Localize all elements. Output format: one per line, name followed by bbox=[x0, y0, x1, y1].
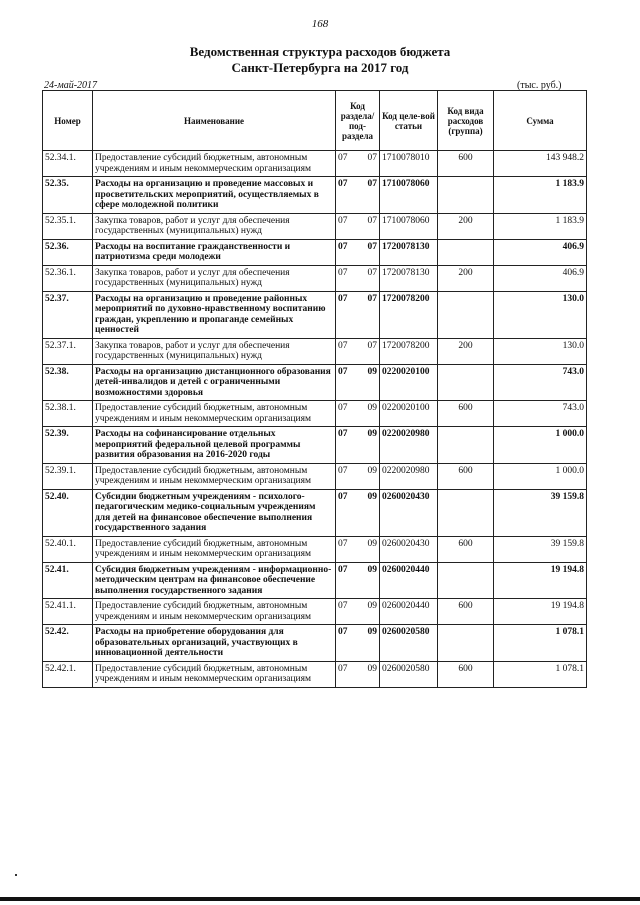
row-name: Предоставление субсидий бюджетным, автономным учреждениям и иным некоммерческим организациям bbox=[93, 401, 336, 427]
row-section: 07 bbox=[336, 536, 358, 562]
header-name: Наименование bbox=[93, 91, 336, 151]
row-section: 07 bbox=[336, 213, 358, 239]
row-number: 52.42.1. bbox=[43, 661, 93, 687]
row-amount: 130.0 bbox=[494, 338, 587, 364]
row-subsection: 07 bbox=[358, 338, 380, 364]
row-name: Субсидия бюджетным учреждениям - информационно-методическим центрам на финансовое обеспечение выполнения государственного задания bbox=[93, 562, 336, 599]
row-amount: 1 000.0 bbox=[494, 427, 587, 464]
row-target-code: 0220020100 bbox=[380, 401, 438, 427]
units-label: (тыс. руб.) bbox=[517, 80, 562, 91]
row-target-code: 0260020580 bbox=[380, 661, 438, 687]
row-name: Закупка товаров, работ и услуг для обеспечения государственных (муниципальных) нужд bbox=[93, 265, 336, 291]
row-section: 07 bbox=[336, 291, 358, 338]
table-row bbox=[43, 239, 587, 265]
row-number: 52.42. bbox=[43, 625, 93, 662]
row-number: 52.39.1. bbox=[43, 463, 93, 489]
header-amount: Сумма bbox=[494, 91, 587, 151]
row-section: 07 bbox=[336, 562, 358, 599]
row-number: 52.37.1. bbox=[43, 338, 93, 364]
row-section: 07 bbox=[336, 338, 358, 364]
row-section: 07 bbox=[336, 427, 358, 464]
row-group-code: 600 bbox=[438, 463, 494, 489]
row-amount: 39 159.8 bbox=[494, 489, 587, 536]
document-date: 24-май-2017 bbox=[44, 80, 98, 91]
row-group-code: 600 bbox=[438, 599, 494, 625]
row-target-code: 1720078200 bbox=[380, 338, 438, 364]
row-section: 07 bbox=[336, 364, 358, 401]
row-target-code: 0220020100 bbox=[380, 364, 438, 401]
table-header-row bbox=[43, 91, 587, 151]
table-row bbox=[43, 291, 587, 338]
row-amount: 19 194.8 bbox=[494, 562, 587, 599]
row-target-code: 0220020980 bbox=[380, 463, 438, 489]
row-name: Расходы на воспитание гражданственности и патриотизма среди молодежи bbox=[93, 239, 336, 265]
table-row bbox=[43, 151, 587, 177]
row-target-code: 1710078060 bbox=[380, 177, 438, 214]
page-title bbox=[0, 44, 640, 76]
row-section: 07 bbox=[336, 151, 358, 177]
row-amount: 743.0 bbox=[494, 364, 587, 401]
row-number: 52.41.1. bbox=[43, 599, 93, 625]
row-amount: 743.0 bbox=[494, 401, 587, 427]
table-row bbox=[43, 338, 587, 364]
row-subsection: 07 bbox=[358, 213, 380, 239]
row-group-code: 200 bbox=[438, 338, 494, 364]
header-target-code: Код целе-вой статьи bbox=[380, 91, 438, 151]
table-row bbox=[43, 463, 587, 489]
header-group-code: Код вида расходов (группа) bbox=[438, 91, 494, 151]
row-amount: 406.9 bbox=[494, 239, 587, 265]
row-amount: 1 078.1 bbox=[494, 661, 587, 687]
row-amount: 1 000.0 bbox=[494, 463, 587, 489]
table-row bbox=[43, 489, 587, 536]
row-subsection: 09 bbox=[358, 427, 380, 464]
row-group-code: 600 bbox=[438, 661, 494, 687]
row-group-code: 600 bbox=[438, 401, 494, 427]
row-number: 52.35. bbox=[43, 177, 93, 214]
row-subsection: 07 bbox=[358, 177, 380, 214]
row-group-code bbox=[438, 562, 494, 599]
row-subsection: 09 bbox=[358, 661, 380, 687]
row-amount: 19 194.8 bbox=[494, 599, 587, 625]
scan-speck bbox=[15, 874, 17, 876]
table-row bbox=[43, 364, 587, 401]
row-section: 07 bbox=[336, 463, 358, 489]
table-row bbox=[43, 265, 587, 291]
row-subsection: 09 bbox=[358, 463, 380, 489]
row-number: 52.37. bbox=[43, 291, 93, 338]
row-number: 52.34.1. bbox=[43, 151, 93, 177]
title-line-1: Ведомственная структура расходов бюджета bbox=[189, 44, 451, 59]
row-section: 07 bbox=[336, 177, 358, 214]
row-subsection: 09 bbox=[358, 562, 380, 599]
row-section: 07 bbox=[336, 401, 358, 427]
row-amount: 1 078.1 bbox=[494, 625, 587, 662]
row-group-code: 200 bbox=[438, 213, 494, 239]
row-subsection: 09 bbox=[358, 489, 380, 536]
row-group-code bbox=[438, 239, 494, 265]
row-subsection: 07 bbox=[358, 239, 380, 265]
row-target-code: 0260020440 bbox=[380, 562, 438, 599]
row-target-code: 0260020580 bbox=[380, 625, 438, 662]
row-target-code: 1720078200 bbox=[380, 291, 438, 338]
row-number: 52.36.1. bbox=[43, 265, 93, 291]
row-subsection: 09 bbox=[358, 401, 380, 427]
row-subsection: 07 bbox=[358, 151, 380, 177]
header-section-code: Код раздела/ под-раздела bbox=[336, 91, 380, 151]
table-row bbox=[43, 599, 587, 625]
row-name: Предоставление субсидий бюджетным, автономным учреждениям и иным некоммерческим организациям bbox=[93, 463, 336, 489]
row-group-code bbox=[438, 364, 494, 401]
row-amount: 39 159.8 bbox=[494, 536, 587, 562]
row-subsection: 09 bbox=[358, 364, 380, 401]
page-number: 168 bbox=[311, 18, 329, 30]
header-number: Номер bbox=[43, 91, 93, 151]
row-name: Предоставление субсидий бюджетным, автономным учреждениям и иным некоммерческим организациям bbox=[93, 536, 336, 562]
row-group-code: 600 bbox=[438, 536, 494, 562]
row-number: 52.38.1. bbox=[43, 401, 93, 427]
row-subsection: 07 bbox=[358, 291, 380, 338]
row-amount: 130.0 bbox=[494, 291, 587, 338]
row-name: Предоставление субсидий бюджетным, автономным учреждениям и иным некоммерческим организациям bbox=[93, 599, 336, 625]
row-target-code: 1720078130 bbox=[380, 265, 438, 291]
row-amount: 406.9 bbox=[494, 265, 587, 291]
row-group-code: 200 bbox=[438, 265, 494, 291]
table-row bbox=[43, 427, 587, 464]
row-section: 07 bbox=[336, 489, 358, 536]
row-subsection: 09 bbox=[358, 625, 380, 662]
row-target-code: 1710078060 bbox=[380, 213, 438, 239]
row-group-code: 600 bbox=[438, 151, 494, 177]
row-number: 52.41. bbox=[43, 562, 93, 599]
table-body bbox=[43, 151, 587, 688]
row-target-code: 0260020430 bbox=[380, 489, 438, 536]
row-section: 07 bbox=[336, 265, 358, 291]
row-number: 52.39. bbox=[43, 427, 93, 464]
title-line-2: Санкт-Петербурга на 2017 год bbox=[231, 60, 409, 75]
row-section: 07 bbox=[336, 239, 358, 265]
row-group-code bbox=[438, 177, 494, 214]
row-amount: 1 183.9 bbox=[494, 213, 587, 239]
row-target-code: 0260020440 bbox=[380, 599, 438, 625]
row-amount: 1 183.9 bbox=[494, 177, 587, 214]
budget-table bbox=[42, 90, 587, 688]
row-subsection: 09 bbox=[358, 599, 380, 625]
row-name: Закупка товаров, работ и услуг для обеспечения государственных (муниципальных) нужд bbox=[93, 213, 336, 239]
row-number: 52.40. bbox=[43, 489, 93, 536]
table-row bbox=[43, 661, 587, 687]
row-number: 52.35.1. bbox=[43, 213, 93, 239]
row-target-code: 1720078130 bbox=[380, 239, 438, 265]
table-row bbox=[43, 562, 587, 599]
row-name: Закупка товаров, работ и услуг для обеспечения государственных (муниципальных) нужд bbox=[93, 338, 336, 364]
row-section: 07 bbox=[336, 625, 358, 662]
row-subsection: 09 bbox=[358, 536, 380, 562]
row-name: Субсидии бюджетным учреждениям - психолого-педагогическим медико-социальным учреждениям для детей на финансовое обеспечение выполнения государственного задания bbox=[93, 489, 336, 536]
row-target-code: 0220020980 bbox=[380, 427, 438, 464]
row-group-code bbox=[438, 291, 494, 338]
table-row bbox=[43, 177, 587, 214]
row-group-code bbox=[438, 489, 494, 536]
row-name: Расходы на организацию и проведение районных мероприятий по духовно-нравственному воспитанию граждан, укреплению и пропаганде семейных ценностей bbox=[93, 291, 336, 338]
row-number: 52.36. bbox=[43, 239, 93, 265]
row-name: Предоставление субсидий бюджетным, автономным учреждениям и иным некоммерческим организациям bbox=[93, 661, 336, 687]
row-number: 52.38. bbox=[43, 364, 93, 401]
table-row bbox=[43, 401, 587, 427]
row-section: 07 bbox=[336, 661, 358, 687]
row-name: Расходы на софинансирование отдельных мероприятий федеральной целевой программы развития образования на 2016-2020 годы bbox=[93, 427, 336, 464]
row-target-code: 1710078010 bbox=[380, 151, 438, 177]
row-subsection: 07 bbox=[358, 265, 380, 291]
row-number: 52.40.1. bbox=[43, 536, 93, 562]
row-amount: 143 948.2 bbox=[494, 151, 587, 177]
bottom-scan-edge bbox=[0, 897, 640, 901]
row-name: Расходы на приобретение оборудования для образовательных организаций, участвующих в инновационной деятельности bbox=[93, 625, 336, 662]
row-name: Предоставление субсидий бюджетным, автономным учреждениям и иным некоммерческим организациям bbox=[93, 151, 336, 177]
row-section: 07 bbox=[336, 599, 358, 625]
table-row bbox=[43, 625, 587, 662]
row-name: Расходы на организацию дистанционного образования детей-инвалидов и детей с ограниченными возможностями здоровья bbox=[93, 364, 336, 401]
row-target-code: 0260020430 bbox=[380, 536, 438, 562]
table-row bbox=[43, 536, 587, 562]
table-row bbox=[43, 213, 587, 239]
row-group-code bbox=[438, 625, 494, 662]
row-group-code bbox=[438, 427, 494, 464]
row-name: Расходы на организацию и проведение массовых и просветительских мероприятий, осуществляемых в сфере молодежной политики bbox=[93, 177, 336, 214]
